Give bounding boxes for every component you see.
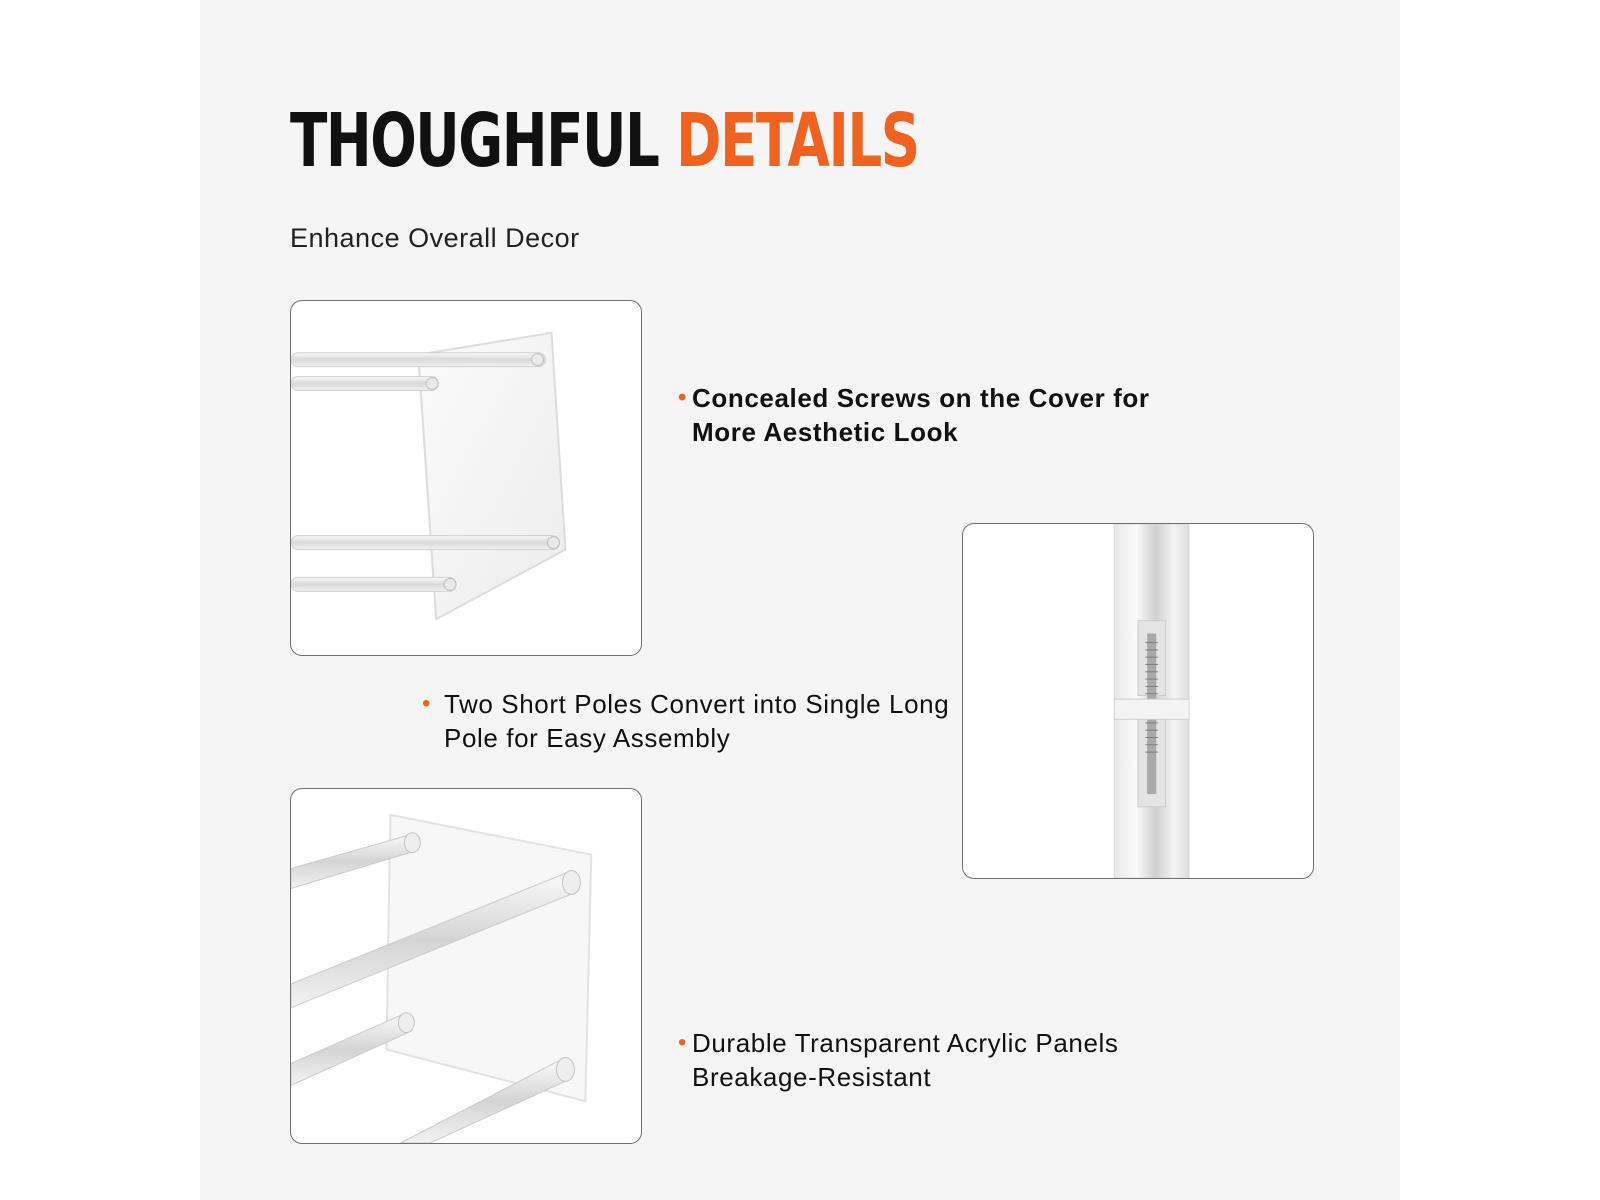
acrylic-panel-screws-image	[291, 301, 641, 655]
bullet-icon: •	[678, 1029, 688, 1056]
acrylic-panels-image	[291, 789, 641, 1143]
photo-acrylic-panels	[290, 788, 642, 1144]
feature-text: Durable Transparent Acrylic Panels Breakage-Resistant	[692, 1028, 1119, 1092]
feature-concealed-screws	[678, 381, 1198, 449]
feature-acrylic-panels	[678, 1026, 1198, 1094]
pole-connector-image	[963, 524, 1313, 878]
photo-concealed-screws	[290, 300, 642, 656]
photo-pole-connector	[962, 523, 1314, 879]
title-accent: DETAILS	[676, 98, 919, 184]
feature-text: Two Short Poles Convert into Single Long Pole for Easy Assembly	[444, 689, 950, 753]
bullet-icon: •	[422, 690, 432, 717]
subtitle: Enhance Overall Decor	[290, 223, 580, 253]
title-dark: THOUGHFUL	[290, 98, 659, 184]
bullet-icon: •	[678, 384, 688, 411]
feature-pole-assembly	[422, 687, 962, 755]
page-title	[290, 98, 919, 184]
feature-text: Concealed Screws on the Cover for More Aesthetic Look	[692, 383, 1150, 447]
product-detail-panel	[200, 0, 1400, 1200]
